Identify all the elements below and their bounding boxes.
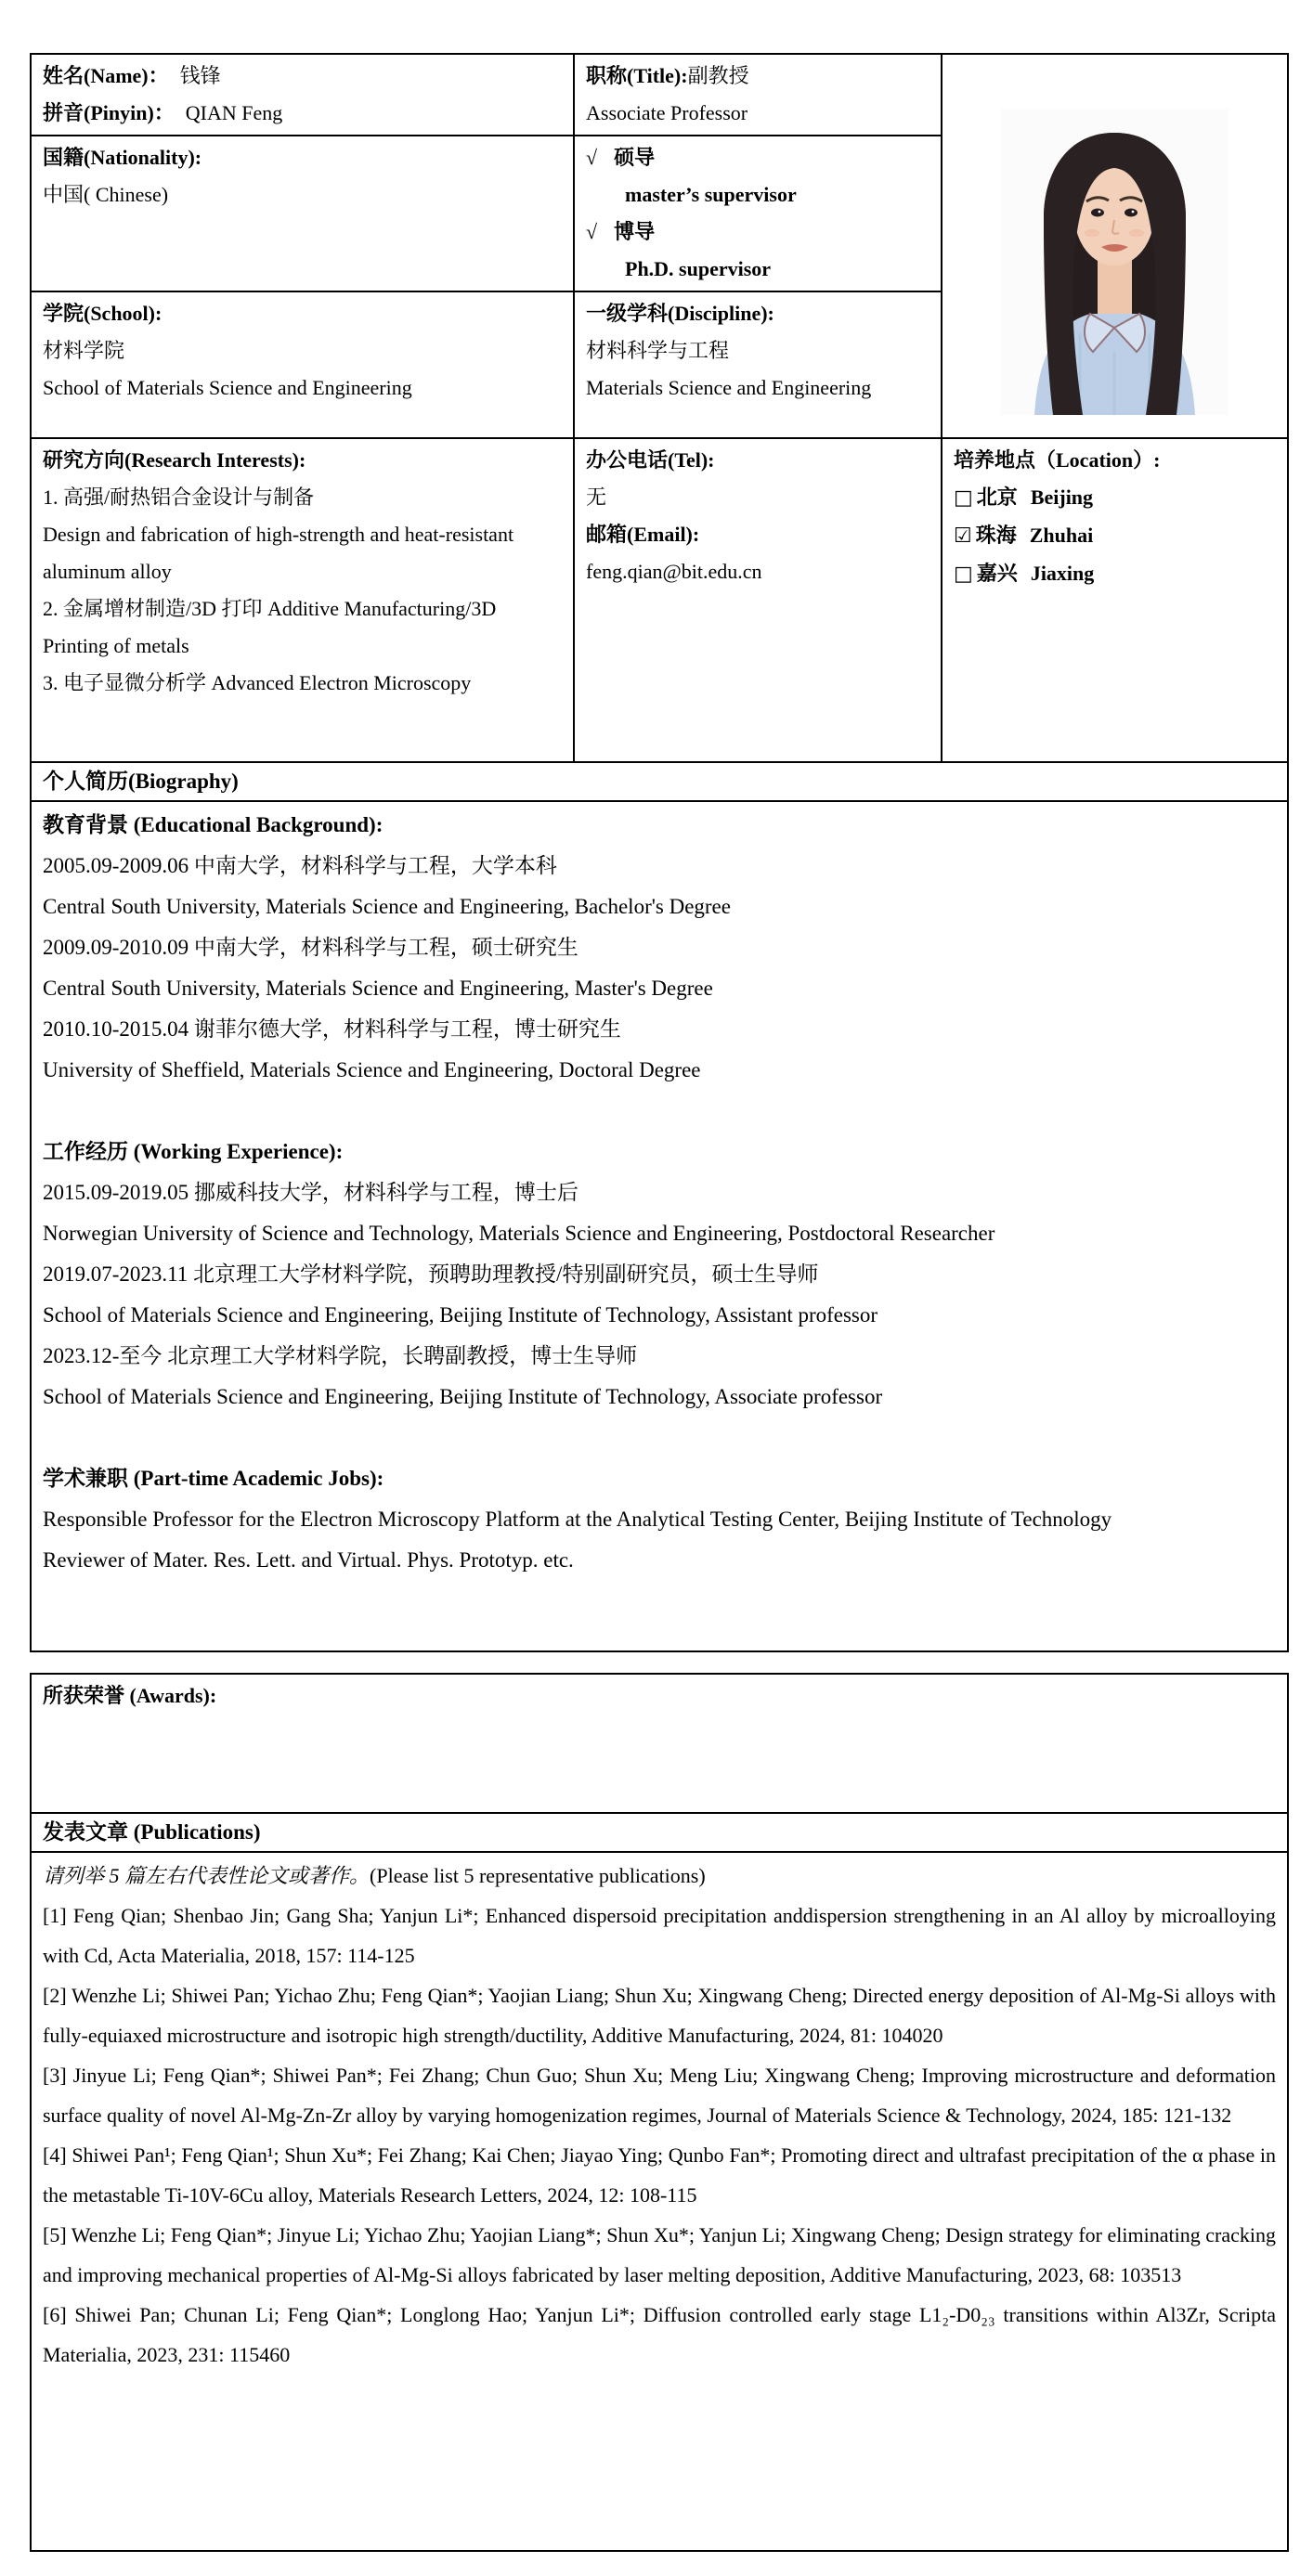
title-cell [574,54,942,136]
contact-cell [574,438,942,762]
supervisor-zh: 硕导 [614,146,656,169]
email-label: 邮箱(Email): [586,523,700,546]
pinyin-row [43,95,562,132]
portrait-photo [1001,109,1228,415]
school-value-zh: 材料学院 [43,339,125,362]
school-cell [31,291,574,438]
education-line: Central South University, Materials Science and Engineering, Master's Degree [43,977,713,1000]
location-en: Beijing [1030,485,1094,509]
name-row [43,58,562,95]
email-value: feng.qian@bit.edu.cn [586,560,762,583]
name-value: 钱锋 [179,64,221,87]
tel-value: 无 [586,485,607,509]
supervisor-row-phd [586,214,930,251]
discipline-value-en: Materials Science and Engineering [586,376,872,399]
discipline-label: 一级学科(Discipline): [586,302,774,325]
nationality-value: 中国( Chinese) [43,183,169,206]
work-line: 2015.09-2019.05 挪威科技大学，材料科学与工程，博士后 [43,1181,578,1204]
publications-banner: 发表文章 (Publications) [31,1813,1288,1852]
checkbox-unchecked-icon: □ [954,563,973,586]
research-interests-cell [31,438,574,762]
location-option-beijing [954,479,1276,517]
location-cell [942,438,1288,762]
pinyin-value: QIAN Feng [185,101,283,124]
spacer [43,1091,1276,1132]
academic-jobs-line: Reviewer of Mater. Res. Lett. and Virtual. Phys. Prototyp. etc. [43,1548,574,1572]
biography-banner: 个人简历(Biography) [31,762,1288,801]
working-experience-header: 工作经历 (Working Experience): [43,1140,344,1163]
location-en: Zhuhai [1029,524,1094,547]
publications-note-zh: 请列举 5 篇左右代表性论文或著作。 [43,1864,370,1887]
checkbox-checked-icon: ☑ [954,524,972,548]
title-value-zh: 副教授 [687,64,749,87]
research-item: 1. 高强/耐热铝合金设计与制备 [43,485,315,509]
research-item: 3. 电子显微分析学 Advanced Electron Microscopy [43,671,472,694]
research-item: Design and fabrication of high-strength and heat-resistant aluminum alloy [43,523,514,583]
education-line: Central South University, Materials Science and Engineering, Bachelor's Degree [43,895,731,918]
publication-entry: [4] Shiwei Pan¹; Feng Qian¹; Shun Xu*; Fei Zhang; Kai Chen; Jiayao Ying; Qunbo Fan*; Promoting direct and ultrafast precipitation of the α phase in the metastable Ti-10V-6Cu alloy, Materials Research Letters, 2024, 12: 108-115 [43,2143,1276,2207]
name-label: 姓名(Name)： [43,64,169,87]
tel-label: 办公电话(Tel): [586,448,715,472]
discipline-cell [574,291,942,438]
work-line: 2019.07-2023.11 北京理工大学材料学院，预聘助理教授/特别副研究员，硕士生导师 [43,1262,819,1286]
title-row [586,58,930,95]
nationality-cell [31,136,574,291]
academic-jobs-line: Responsible Professor for the Electron Microscopy Platform at the Analytical Testing Center, Beijing Institute of Technology [43,1508,1112,1531]
location-en: Jiaxing [1030,562,1095,585]
supervisor-en: Ph.D. supervisor [625,257,772,280]
title-value-en: Associate Professor [586,101,748,124]
publication-entry: [1] Feng Qian; Shenbao Jin; Gang Sha; Yanjun Li*; Enhanced dispersoid precipitation anddispersion strengthening in an Al alloy by microalloying with Cd, Acta Materialia, 2018, 157: 114-125 [43,1904,1276,1967]
check-mark-icon: √ [586,146,598,169]
biography-cell [31,801,1288,1651]
spacer [43,1417,1276,1458]
check-mark-icon: √ [586,220,598,243]
location-zh: 北京 [976,485,1018,509]
discipline-value-zh: 材料科学与工程 [586,339,730,362]
school-value-en: School of Materials Science and Engineering [43,376,412,399]
photo-cell [942,54,1288,438]
publication-entry: [6] Shiwei Pan; Chunan Li; Feng Qian*; Longlong Hao; Yanjun Li*; Diffusion controlled early stage L1₂-D0₂₃ transitions within Al3Zr, Scripta Materialia, 2023, 231: 115460 [43,2303,1276,2366]
location-option-zhuhai [954,517,1276,555]
location-zh: 嘉兴 [976,562,1018,585]
location-zh: 珠海 [975,524,1017,547]
supervisor-en: master’s supervisor [625,183,797,206]
location-option-jiaxing [954,555,1276,593]
title-label: 职称(Title): [586,64,688,87]
publications-note [43,1856,1276,1896]
supervisor-cell [574,136,942,291]
research-label: 研究方向(Research Interests): [43,448,306,472]
name-cell [31,54,574,136]
work-line: Norwegian University of Science and Technology, Materials Science and Engineering, Postdoctoral Researcher [43,1222,995,1245]
education-line: University of Sheffield, Materials Science and Engineering, Doctoral Degree [43,1058,701,1081]
supervisor-row-master [586,139,930,176]
location-label: 培养地点（Location）: [954,448,1161,472]
education-line: 2009.09-2010.09 中南大学，材料科学与工程，硕士研究生 [43,936,578,959]
photo-frame [942,55,1287,415]
awards-header: 所获荣誉 (Awards): [43,1684,217,1707]
publications-note-en: (Please list 5 representative publications) [370,1864,706,1887]
education-header: 教育背景 (Educational Background): [43,813,384,836]
publications-cell [31,1852,1288,2551]
research-item: 2. 金属增材制造/3D 打印 Additive Manufacturing/3D Printing of metals [43,597,497,657]
supervisor-zh: 博导 [614,220,656,243]
awards-cell [31,1674,1288,1813]
school-label: 学院(School): [43,302,162,325]
publication-entry: [5] Wenzhe Li; Feng Qian*; Jinyue Li; Yichao Zhu; Yaojian Liang*; Shun Xu*; Yanjun Li; Xingwang Cheng; Design strategy for eliminating cracking and improving mechanical properties of Al-Mg-Si alloys fabricated by laser melting deposition, Additive Manufacturing, 2023, 68: 103513 [43,2223,1276,2286]
education-line: 2005.09-2009.06 中南大学，材料科学与工程，大学本科 [43,854,557,877]
pinyin-label: 拼音(Pinyin)： [43,101,175,124]
publication-entry: [2] Wenzhe Li; Shiwei Pan; Yichao Zhu; Feng Qian*; Yaojian Liang; Shun Xu; Xingwang Cheng; Directed energy deposition of Al-Mg-Si alloys with fully-equiaxed microstructure and isotropic high strength/ductility, Additive Manufacturing, 2024, 81: 104020 [43,1984,1276,2047]
nationality-label: 国籍(Nationality): [43,146,202,169]
awards-publications-table [30,1673,1289,2552]
profile-info-table [30,53,1289,1652]
work-line: School of Materials Science and Engineering, Beijing Institute of Technology, Assistant professor [43,1303,878,1327]
work-line: 2023.12-至今 北京理工大学材料学院，长聘副教授，博士生导师 [43,1344,638,1367]
work-line: School of Materials Science and Engineering, Beijing Institute of Technology, Associate professor [43,1385,883,1408]
checkbox-unchecked-icon: □ [954,486,973,510]
academic-jobs-header: 学术兼职 (Part-time Academic Jobs): [43,1467,384,1490]
education-line: 2010.10-2015.04 谢菲尔德大学，材料科学与工程，博士研究生 [43,1017,621,1041]
publication-entry: [3] Jinyue Li; Feng Qian*; Shiwei Pan*; Fei Zhang; Chun Guo; Shun Xu; Meng Liu; Xingwang Cheng; Improving microstructure and deformation surface quality of novel Al-Mg-Zn-Zr alloy by varying homogenization regimes, Journal of Materials Science & Technology, 2024, 185: 121-132 [43,2064,1276,2127]
